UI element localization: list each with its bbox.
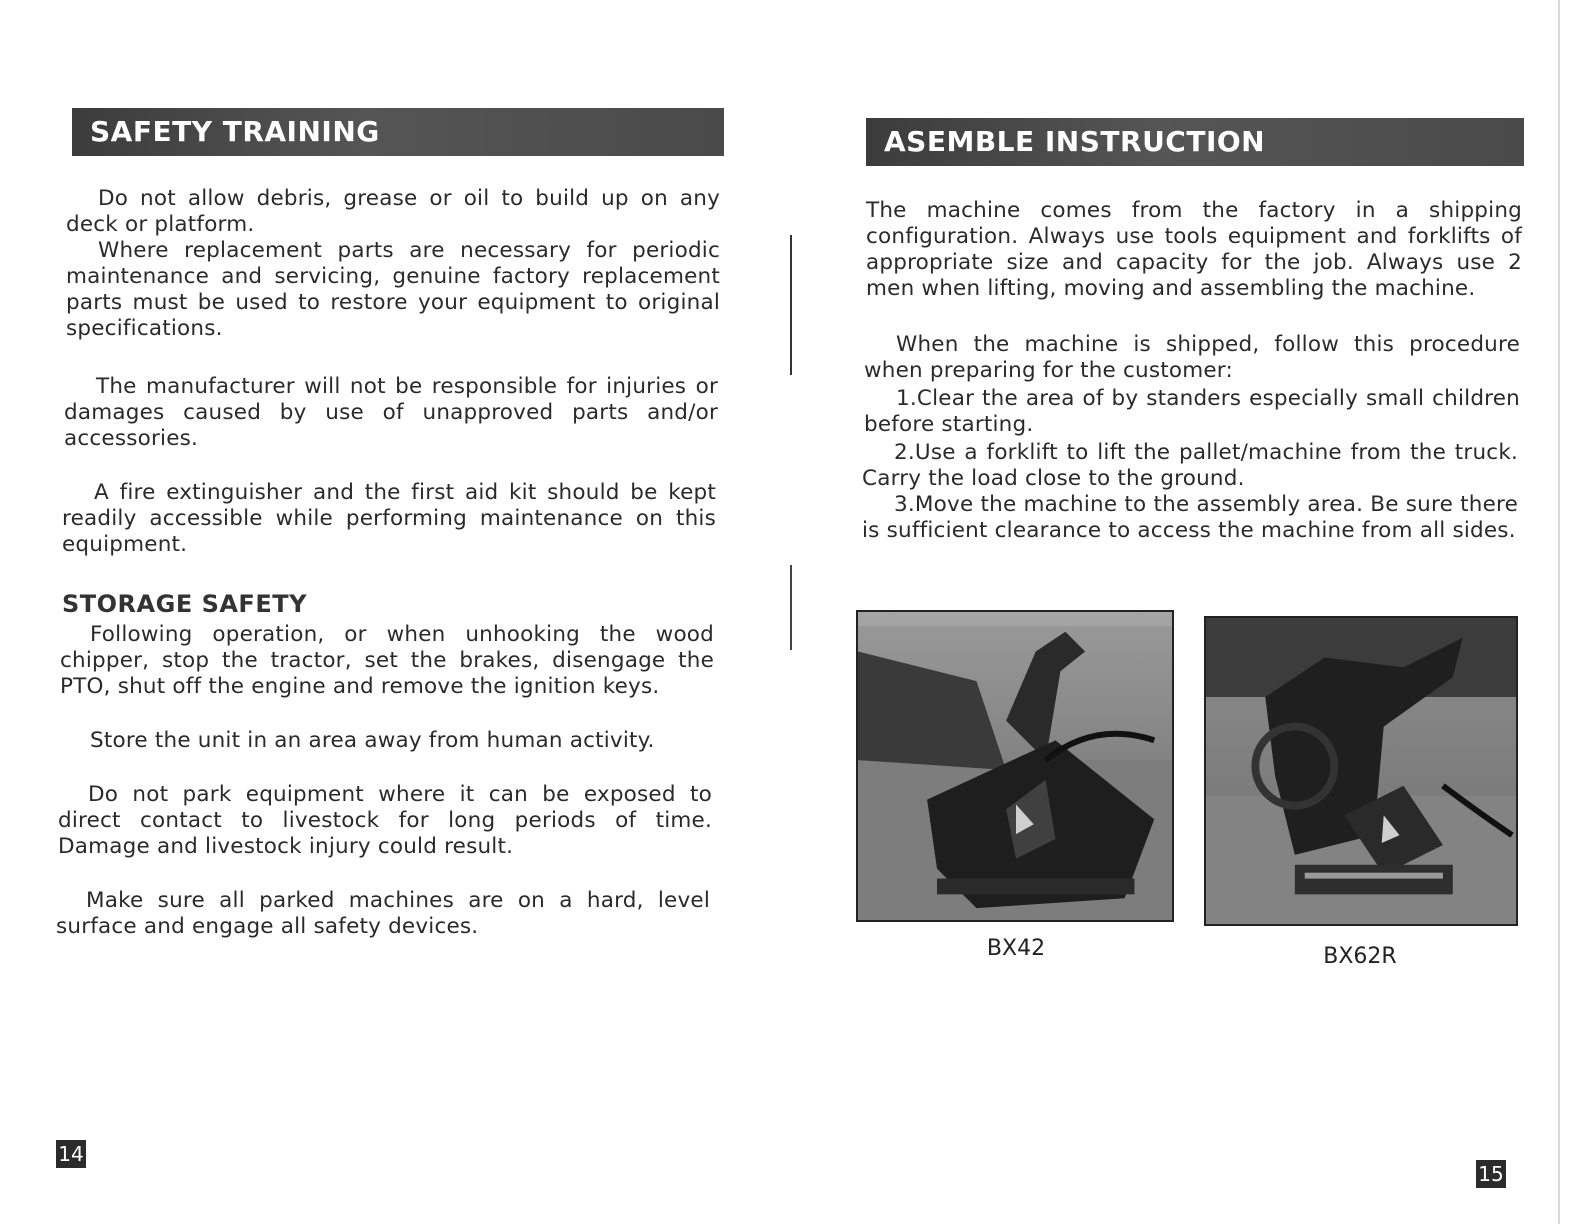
paragraph-fire-extinguisher: A fire extinguisher and the first aid kit should be kept readily accessible while performing maintenance on this equipment.: [62, 480, 716, 557]
page-number-right: 15: [1476, 1160, 1506, 1188]
paragraph-debris: Do not allow debris, grease or oil to build up on any deck or platform.: [66, 186, 720, 237]
paragraph-manufacturer: The manufacturer will not be responsible for injuries or damages caused by use of unapproved parts and/or accessories.: [64, 374, 718, 451]
bx42-caption: BX42: [986, 936, 1046, 961]
storage-safety-heading: STORAGE SAFETY: [62, 590, 307, 618]
left-page: [0, 0, 790, 1224]
paragraph-parked-machines: Make sure all parked machines are on a hard, level surface and engage all safety devices.: [56, 888, 710, 939]
page-number-left: 14: [56, 1140, 86, 1168]
right-page: [792, 0, 1584, 1224]
bx42-photo: [856, 610, 1174, 922]
safety-training-header: SAFETY TRAINING: [72, 108, 724, 156]
assemble-instruction-header: ASEMBLE INSTRUCTION: [866, 118, 1524, 166]
paragraph-following-operation: Following operation, or when unhooking the wood chipper, stop the tractor, set the brakes, disengage the PTO, shut off the engine and remove the ignition keys.: [60, 622, 714, 699]
bx62r-caption: BX62R: [1323, 944, 1397, 969]
wood-chipper-bx42-image: [858, 612, 1172, 920]
paragraph-procedure-intro: When the machine is shipped, follow this procedure when preparing for the customer:: [864, 332, 1520, 383]
page-edge: [1558, 0, 1560, 1224]
step-3: 3.Move the machine to the assembly area. Be sure there is sufficient clearance to access the machine from all sides.: [862, 492, 1518, 543]
paragraph-store-unit: Store the unit in an area away from human activity.: [90, 728, 655, 753]
wood-chipper-bx62r-image: [1206, 618, 1516, 924]
step-1: 1.Clear the area of by standers especially small children before starting.: [864, 386, 1520, 437]
step-2: 2.Use a forklift to lift the pallet/machine from the truck. Carry the load close to the ground.: [862, 440, 1518, 491]
paragraph-replacement-parts: Where replacement parts are necessary for periodic maintenance and servicing, genuine factory replacement parts must be used to restore your equipment to original specifications.: [66, 238, 720, 341]
bx62r-photo: [1204, 616, 1518, 926]
paragraph-do-not-park: Do not park equipment where it can be exposed to direct contact to livestock for long periods of time. Damage and livestock injury could result.: [58, 782, 712, 859]
paragraph-shipping-config: The machine comes from the factory in a shipping configuration. Always use tools equipment and forklifts of appropriate size and capacity for the job. Always use 2 men when lifting, moving and assembling the machine.: [866, 198, 1522, 301]
